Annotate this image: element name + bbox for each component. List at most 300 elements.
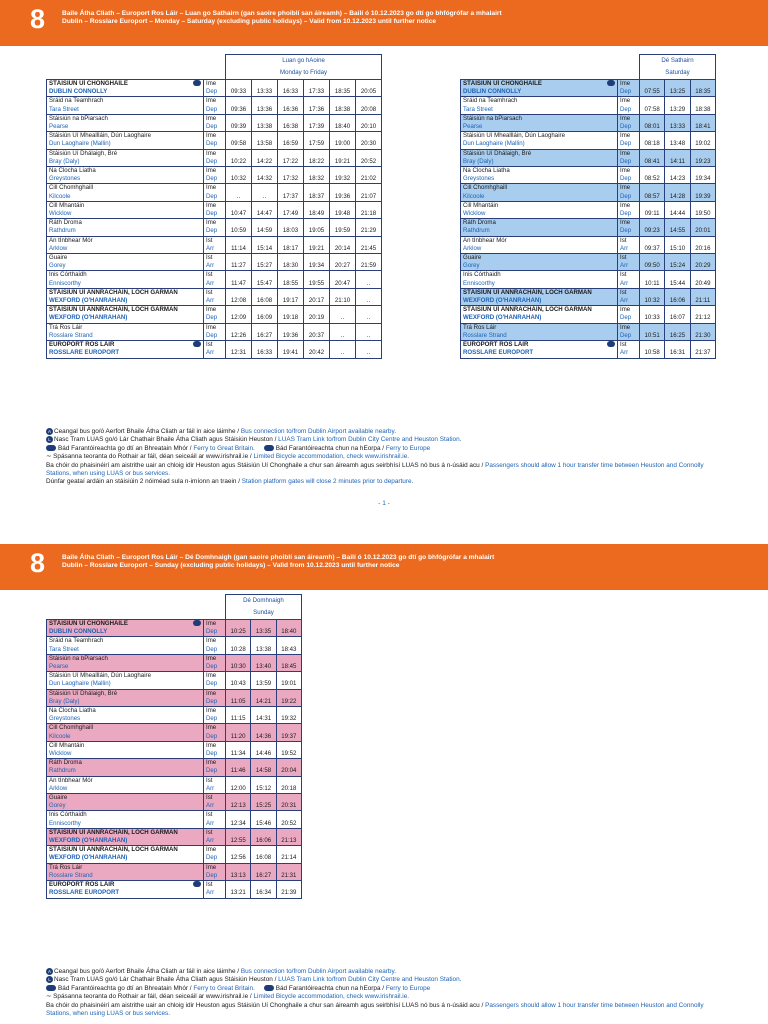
dep-arr-label: Arr (204, 349, 226, 358)
time-cell: 13:35 (251, 628, 276, 637)
station-row-irish (47, 863, 302, 872)
station-name (461, 88, 618, 97)
time-cell: 19:02 (690, 140, 715, 149)
time-cell (640, 254, 665, 263)
time-cell (278, 201, 304, 210)
time-cell: 16:25 (665, 332, 690, 341)
dep-arr-label: Dep (204, 332, 226, 341)
station-label: Enniscorthy (49, 279, 81, 287)
station-row-english (461, 280, 716, 289)
time-cell (252, 271, 278, 280)
station-name (461, 254, 618, 263)
luas-icon: L (46, 976, 53, 983)
ferry-eu-icon (264, 985, 274, 991)
dep-arr-label: Ime (204, 184, 226, 193)
dep-arr-label: Ime (204, 114, 226, 123)
time-cell: 18:40 (276, 628, 301, 637)
dep-arr-label: Arr (618, 262, 640, 271)
note-ferry: Bád Farantóireachta go dtí an Bhreatain Mhór / Ferry to Great Britain. Bád Farantóireachta chun na hEorpa / Ferry to Europe (46, 985, 716, 993)
station-name (47, 680, 204, 689)
airport-bus-icon: A (47, 429, 51, 434)
dep-arr-label: Dep (204, 193, 226, 202)
dep-arr-label: Ime (618, 184, 640, 193)
header-spacer (47, 55, 226, 68)
time-cell (278, 184, 304, 193)
station-name (47, 820, 204, 829)
ferry-icon (193, 341, 201, 347)
time-cell: 14:59 (252, 227, 278, 236)
station-name (47, 341, 204, 350)
time-cell (690, 149, 715, 158)
time-cell (640, 132, 665, 141)
station-name (47, 654, 204, 663)
time-cell: 13:29 (665, 106, 690, 115)
time-cell: 19:21 (330, 158, 356, 167)
time-cell: 16:38 (278, 123, 304, 132)
station-label: Tara Street (463, 105, 493, 113)
station-name (461, 114, 618, 123)
time-cell (251, 794, 276, 803)
time-cell: 13:13 (226, 872, 251, 881)
time-cell: 19:17 (278, 297, 304, 306)
time-cell (226, 306, 252, 315)
dep-arr-label: Ist (204, 236, 226, 245)
header-row (47, 55, 382, 68)
time-cell (640, 236, 665, 245)
time-cell: .. (330, 349, 356, 358)
time-cell: 20:47 (330, 280, 356, 289)
time-cell (330, 254, 356, 263)
time-cell: 18:55 (278, 280, 304, 289)
header-row (461, 55, 716, 68)
ferry-gb-icon (46, 985, 56, 991)
time-cell: 12:13 (226, 802, 251, 811)
dep-arr-label: Ime (204, 759, 226, 768)
time-cell: 20:01 (690, 227, 715, 236)
dep-arr-label: Arr (204, 297, 226, 306)
station-row-irish (461, 254, 716, 263)
time-cell (226, 794, 251, 803)
note-airport: A Ceangal bus go/ó Aerfort Bhaile Átha Cliath ar fáil in aice láimhe / Bus connection to/from Dublin Airport available nearby. (47, 428, 396, 436)
station-label: Arklow (463, 244, 482, 252)
time-cell (278, 219, 304, 228)
time-cell: 17:59 (304, 140, 330, 149)
time-cell: 09:58 (226, 140, 252, 149)
station-row-english (47, 123, 382, 132)
time-cell: .. (330, 332, 356, 341)
station-row-english (47, 802, 302, 811)
time-cell (252, 167, 278, 176)
station-row-english (47, 628, 302, 637)
station-row-irish (461, 114, 716, 123)
time-cell (226, 132, 252, 141)
station-label: Gorey (463, 262, 480, 270)
dep-arr-label: Dep (618, 227, 640, 236)
station-row-irish (461, 219, 716, 228)
station-name (47, 802, 204, 811)
time-cell (252, 341, 278, 350)
time-cell (252, 149, 278, 158)
time-cell (278, 114, 304, 123)
station-name (461, 245, 618, 254)
station-row-irish (47, 828, 302, 837)
route-header-weekday (0, 0, 768, 46)
station-name (461, 193, 618, 202)
dep-arr-label: Arr (204, 889, 226, 898)
station-name (461, 349, 618, 358)
time-cell: 20:05 (356, 88, 382, 97)
station-label: Cill Mhantáin (49, 201, 85, 209)
time-cell: 19:23 (690, 158, 715, 167)
time-cell (330, 236, 356, 245)
station-label: ROSSLARE EUROPORT (463, 349, 534, 357)
station-label: Bray (Daly) (49, 157, 80, 165)
time-cell (226, 828, 251, 837)
station-label: STÁISIÚN UÍ CHONGHAILE (463, 80, 542, 87)
dep-arr-label: Arr (204, 262, 226, 271)
station-name (47, 280, 204, 289)
time-cell (226, 776, 251, 785)
airport-luas-icon (193, 80, 201, 86)
station-label: Wicklow (463, 210, 486, 218)
station-row-english (461, 332, 716, 341)
time-cell (356, 97, 382, 106)
time-cell: 12:55 (226, 837, 251, 846)
time-cell (640, 97, 665, 106)
time-cell: 14:21 (251, 698, 276, 707)
station-label: Trá Ros Láir (49, 323, 83, 331)
station-row-irish (47, 846, 302, 855)
time-cell (252, 184, 278, 193)
time-cell: 21:11 (690, 297, 715, 306)
time-cell: 20:49 (690, 280, 715, 289)
dep-arr-label: Ist (204, 271, 226, 280)
dep-arr-label: Dep (204, 663, 226, 672)
time-cell: 20:42 (304, 349, 330, 358)
time-cell (278, 306, 304, 315)
time-cell: 21:13 (276, 837, 301, 846)
header-row (47, 595, 302, 608)
station-label: Guaire (49, 254, 68, 262)
time-cell: 11:34 (226, 750, 251, 759)
dep-arr-label: Ime (618, 80, 640, 89)
station-name (461, 80, 618, 89)
weekday-timetable (46, 54, 382, 359)
dep-arr-label: Dep (204, 733, 226, 742)
time-cell (251, 741, 276, 750)
time-cell: 20:19 (304, 314, 330, 323)
station-row-irish (47, 97, 382, 106)
time-cell: 18:45 (276, 663, 301, 672)
time-cell: 21:37 (690, 349, 715, 358)
time-cell: 20:14 (330, 245, 356, 254)
time-cell (252, 254, 278, 263)
station-row-english (461, 88, 716, 97)
time-cell (665, 306, 690, 315)
time-cell: 13:36 (252, 106, 278, 115)
station-label: Wicklow (49, 210, 72, 218)
time-cell: 20:16 (690, 245, 715, 254)
time-cell: 16:06 (665, 297, 690, 306)
station-label: Dun Laoghaire (Mallin) (49, 680, 111, 688)
station-label: WEXFORD (O'HANRAHAN) (49, 837, 128, 845)
station-name (461, 210, 618, 219)
station-row-irish (47, 323, 382, 332)
footnotes-page1 (46, 428, 716, 486)
time-cell: 18:17 (278, 245, 304, 254)
time-cell (276, 724, 301, 733)
dep-arr-label: Dep (618, 314, 640, 323)
station-row-english (47, 193, 382, 202)
station-row-english (461, 245, 716, 254)
dep-arr-label: Dep (618, 123, 640, 132)
station-label: Ráth Droma (49, 219, 82, 227)
station-row-irish (461, 341, 716, 350)
station-label: DUBLIN CONNOLLY (49, 88, 108, 96)
time-cell: 12:31 (226, 349, 252, 358)
time-cell (665, 236, 690, 245)
station-name (47, 149, 204, 158)
dep-arr-label: Ime (618, 306, 640, 315)
time-cell: 18:38 (690, 106, 715, 115)
time-cell: .. (356, 349, 382, 358)
time-cell: 10:22 (226, 158, 252, 167)
station-name (47, 628, 204, 637)
dep-arr-label: Dep (618, 210, 640, 219)
station-label: Dun Laoghaire (Mallin) (463, 140, 525, 148)
station-name (461, 175, 618, 184)
station-row-irish (47, 236, 382, 245)
time-cell (226, 184, 252, 193)
station-name (461, 271, 618, 280)
station-label: Enniscorthy (463, 279, 495, 287)
station-name (47, 167, 204, 176)
time-cell (226, 323, 252, 332)
time-cell: 21:07 (356, 193, 382, 202)
time-cell (226, 811, 251, 820)
time-cell (640, 288, 665, 297)
station-label: WEXFORD (O'HANRAHAN) (49, 314, 128, 322)
time-cell: 15:24 (665, 262, 690, 271)
station-row-english (47, 750, 302, 759)
station-name (47, 288, 204, 297)
station-name (47, 236, 204, 245)
time-cell: 18:35 (330, 88, 356, 97)
time-cell: 10:32 (640, 297, 665, 306)
time-cell: 19:36 (278, 332, 304, 341)
time-cell (356, 288, 382, 297)
station-label: WEXFORD (O'HANRAHAN) (49, 297, 128, 305)
time-cell: 18:38 (330, 106, 356, 115)
time-cell: 19:22 (276, 698, 301, 707)
station-label: Guaire (49, 794, 68, 802)
time-cell (330, 184, 356, 193)
station-name (47, 837, 204, 846)
time-cell: 09:50 (640, 262, 665, 271)
time-cell: 14:58 (251, 767, 276, 776)
note-bike: ∼ Spásanna teoranta do Rothair ar fáil, déan seiceáil ar www.irishrail.ie / Limited Bicycle accommodation, check www.irishrail.ie. (46, 993, 410, 1001)
time-cell (690, 80, 715, 89)
station-label: WEXFORD (O'HANRAHAN) (49, 854, 128, 862)
dep-arr-label: Ist (204, 776, 226, 785)
dep-arr-label: Dep (204, 715, 226, 724)
time-cell: 21:45 (356, 245, 382, 254)
header-spacer (461, 67, 640, 80)
time-cell (690, 323, 715, 332)
time-cell (278, 288, 304, 297)
time-cell: 20:29 (690, 262, 715, 271)
station-label: Stáisiún Uí Mheallláin, Dún Laoghaire (49, 132, 151, 140)
time-cell: 13:33 (252, 88, 278, 97)
time-cell: 21:30 (690, 332, 715, 341)
time-cell: 16:27 (252, 332, 278, 341)
time-cell (665, 97, 690, 106)
time-cell: 07:55 (640, 88, 665, 97)
time-cell: 15:14 (252, 245, 278, 254)
station-label: STÁISIÚN UÍ ANNRACHÁIN, LOCH GARMAN (49, 846, 178, 854)
station-label: Enniscorthy (49, 819, 81, 827)
time-cell: 20:10 (356, 123, 382, 132)
dep-arr-label: Dep (618, 332, 640, 341)
time-cell: 17:37 (278, 193, 304, 202)
time-cell: 18:32 (304, 175, 330, 184)
station-row-irish (47, 306, 382, 315)
route-number: 8 (30, 548, 46, 578)
time-cell: 14:46 (251, 750, 276, 759)
station-row-english (47, 280, 382, 289)
dep-arr-label: Ist (618, 288, 640, 297)
time-cell (640, 80, 665, 89)
time-cell: 13:38 (251, 646, 276, 655)
dep-arr-label: Ime (204, 863, 226, 872)
station-name (47, 620, 204, 629)
time-cell: 19:05 (304, 227, 330, 236)
time-cell: 20:17 (304, 297, 330, 306)
station-row-irish (461, 236, 716, 245)
time-cell: 13:38 (252, 123, 278, 132)
time-cell: 08:41 (640, 158, 665, 167)
station-name (461, 219, 618, 228)
time-cell (251, 724, 276, 733)
time-cell: 09:33 (226, 88, 252, 97)
time-cell (226, 80, 252, 89)
station-name (47, 140, 204, 149)
station-row-english (47, 314, 382, 323)
time-cell: 21:14 (276, 854, 301, 863)
time-cell (690, 132, 715, 141)
time-cell: 16:27 (251, 872, 276, 881)
station-row-english (461, 106, 716, 115)
station-name (47, 828, 204, 837)
dep-arr-label: Dep (204, 680, 226, 689)
station-row-english (47, 785, 302, 794)
station-label: Rosslare Strand (49, 331, 93, 339)
station-row-english (47, 210, 382, 219)
time-cell (304, 271, 330, 280)
dep-arr-label: Dep (204, 698, 226, 707)
time-cell (276, 672, 301, 681)
station-row-english (47, 837, 302, 846)
time-cell (690, 271, 715, 280)
station-label: Gorey (49, 802, 66, 810)
station-name (47, 349, 204, 358)
dep-arr-label: Dep (204, 750, 226, 759)
header-spacer (461, 55, 640, 68)
station-name (461, 280, 618, 289)
dep-arr-label: Ime (204, 724, 226, 733)
station-name (461, 167, 618, 176)
station-row-irish (47, 741, 302, 750)
time-cell (226, 654, 251, 663)
station-name (47, 158, 204, 167)
time-cell: 09:37 (640, 245, 665, 254)
station-row-irish (47, 637, 302, 646)
time-cell (640, 219, 665, 228)
time-cell (356, 254, 382, 263)
station-row-english (47, 715, 302, 724)
time-cell (251, 707, 276, 716)
time-cell (276, 707, 301, 716)
time-cell: 14:22 (252, 158, 278, 167)
header-row (47, 67, 382, 80)
dep-arr-label: Ist (204, 828, 226, 837)
station-name (47, 733, 204, 742)
time-cell: 16:34 (251, 889, 276, 898)
station-row-english (47, 140, 382, 149)
dep-arr-label: Ime (204, 620, 226, 629)
station-label: Bray (Daly) (49, 697, 80, 705)
note-transfer: Ba chóir do phaisinéirí am aistrithe uair an chloig idir Heuston agus Stáisiún Uí Chonghaile a chur san áireamh agus seirbhísí LUAS nó bus á n-úsáid acu / Passengers should allow 1 hour transfer time between Heuston and Connolly Stations, when using LUAS or bus services. (46, 461, 704, 477)
station-label: An tInbhear Mór (463, 236, 507, 244)
time-cell (304, 149, 330, 158)
station-label: An tInbhear Mór (49, 236, 93, 244)
station-name (47, 741, 204, 750)
time-cell: 21:02 (356, 175, 382, 184)
time-cell: 20:31 (276, 802, 301, 811)
station-name (461, 132, 618, 141)
station-row-irish (47, 288, 382, 297)
station-row-irish (47, 184, 382, 193)
station-row-english (47, 872, 302, 881)
time-cell (226, 254, 252, 263)
time-cell (640, 306, 665, 315)
station-name (461, 158, 618, 167)
station-row-english (461, 158, 716, 167)
station-row-irish (461, 323, 716, 332)
dep-arr-label: Ime (204, 707, 226, 716)
time-cell: 12:56 (226, 854, 251, 863)
station-row-english (461, 349, 716, 358)
station-name (47, 646, 204, 655)
time-cell (251, 637, 276, 646)
station-name (47, 863, 204, 872)
station-row-english (47, 332, 382, 341)
day-heading-english: Saturday (640, 67, 716, 80)
station-label: Inis Córthaidh (49, 271, 87, 279)
station-row-english (461, 175, 716, 184)
time-cell (226, 707, 251, 716)
station-row-irish (47, 132, 382, 141)
time-cell (356, 306, 382, 315)
dep-arr-label: Ime (618, 219, 640, 228)
time-cell (278, 80, 304, 89)
station-label: Trá Ros Láir (463, 323, 497, 331)
dep-arr-label: Ime (204, 219, 226, 228)
station-label: Arklow (49, 244, 68, 252)
time-cell (640, 271, 665, 280)
time-cell: 20:30 (356, 140, 382, 149)
time-cell (665, 167, 690, 176)
